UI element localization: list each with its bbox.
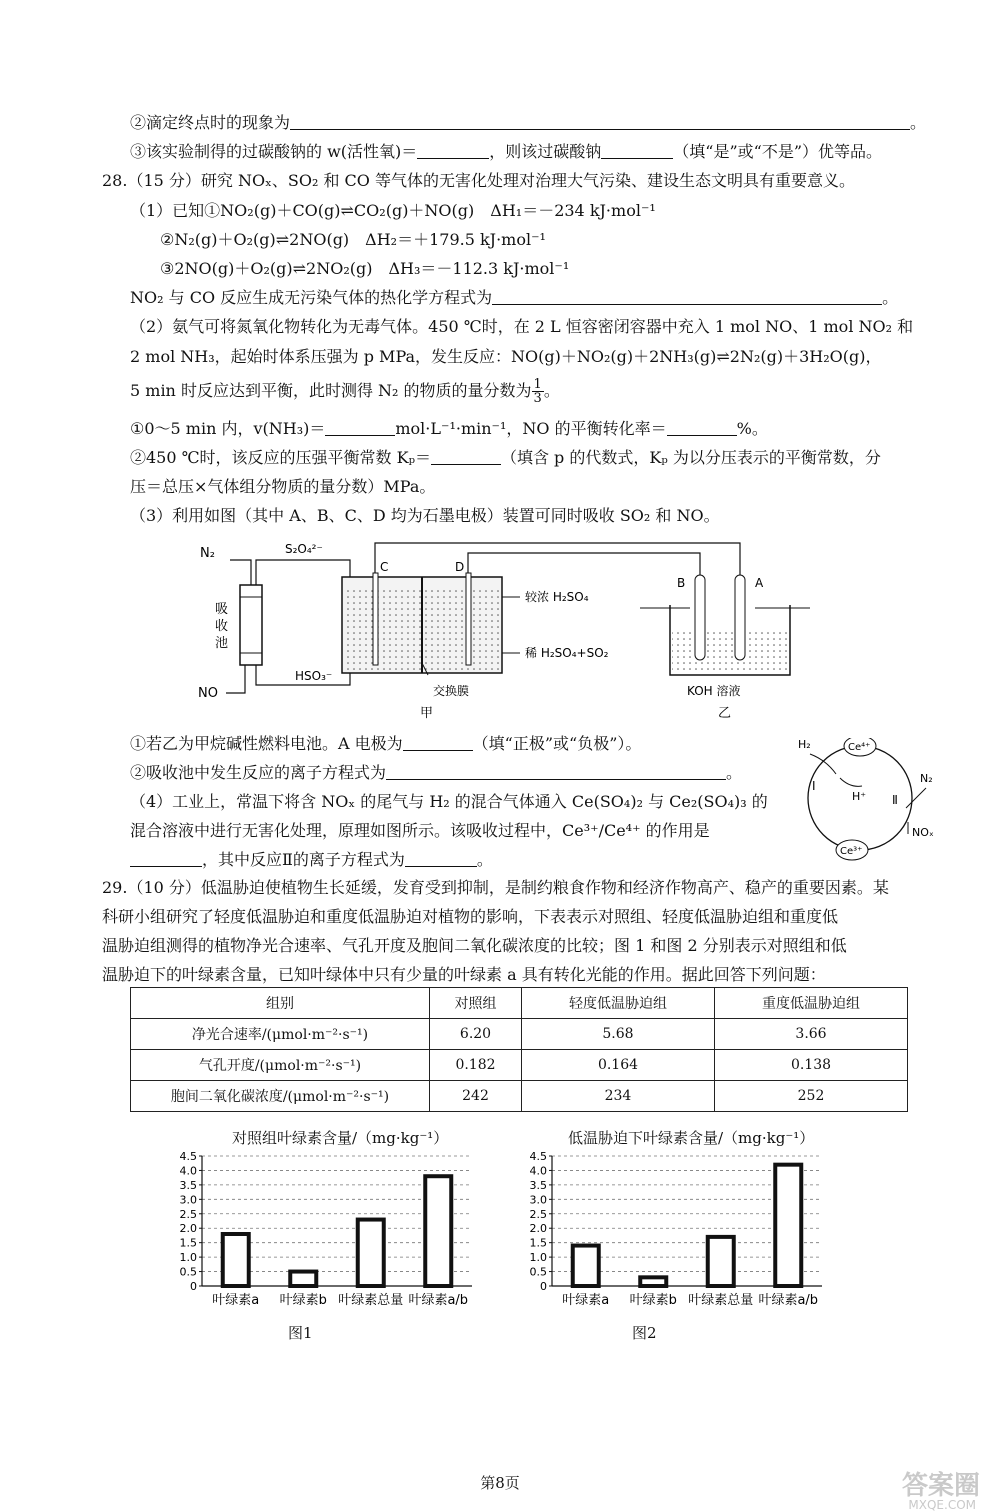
label-c: C bbox=[380, 560, 389, 574]
label-absorber-3: 池 bbox=[215, 636, 229, 651]
y-tick-label: 2.0 bbox=[529, 1222, 547, 1236]
pipe-s2o4 bbox=[256, 560, 350, 585]
table-header: 重度低温胁迫组 bbox=[714, 988, 907, 1019]
q28-p2-q2-cont: 压＝总压×气体组分物质的量分数）MPa。 bbox=[130, 477, 436, 496]
table-cell: 0.164 bbox=[521, 1050, 714, 1081]
q27-purity-text: ③该实验制得的过碳酸钠的 w(活性氧)＝ bbox=[130, 142, 418, 161]
fraction-numerator: 1 bbox=[533, 377, 542, 392]
label-hso3: HSO₃⁻ bbox=[295, 669, 333, 683]
label-reaction-2: Ⅱ bbox=[892, 793, 898, 807]
q27-purity-line bbox=[130, 141, 882, 163]
label-b: B bbox=[677, 576, 686, 590]
y-tick-label: 0.5 bbox=[179, 1265, 197, 1279]
q29-line1: 29.（10 分）低温胁迫使植物生长延缓，发育受到抑制，是制约粮食作物和经济作物高产、稳产的重要因素。某 bbox=[102, 878, 889, 897]
q28-p3-intro: （3）利用如图（其中 A、B、C、D 均为石墨电极）装置可同时吸收 SO₂ 和 NO。 bbox=[130, 506, 720, 525]
fraction bbox=[532, 378, 544, 405]
answer-blank[interactable] bbox=[403, 734, 473, 751]
y-tick-label: 1.0 bbox=[529, 1251, 547, 1265]
table-header: 轻度低温胁迫组 bbox=[521, 988, 714, 1019]
table-cell: 气孔开度/(μmol·m⁻²·s⁻¹) bbox=[131, 1050, 430, 1081]
x-tick-label: 叶绿素a bbox=[562, 1293, 610, 1308]
y-tick-label: 3.5 bbox=[529, 1178, 547, 1192]
label-h2: H₂ bbox=[798, 738, 811, 751]
y-tick-label: 3.0 bbox=[179, 1193, 197, 1207]
q28-p4-line1: （4）工业上，常温下将含 NOₓ 的尾气与 H₂ 的混合气体通入 Ce(SO₄)₂ 与 Ce₂(SO₄)₃ 的 bbox=[130, 792, 768, 811]
pipe-n2 bbox=[230, 560, 251, 585]
bar bbox=[573, 1246, 599, 1286]
q28-p1-question: NO₂ 与 CO 反应生成无污染气体的热化学方程式为 。 bbox=[130, 288, 899, 307]
label-d: D bbox=[455, 560, 465, 574]
apparatus-diagram bbox=[190, 535, 810, 725]
page-number: 第8页 bbox=[480, 1474, 520, 1492]
pipe-no bbox=[226, 665, 245, 693]
q28-p4-line3-text: ，其中反应Ⅱ的离子方程式为 bbox=[202, 850, 405, 869]
electrode-a bbox=[735, 575, 745, 660]
q28-p1-question-text: NO₂ 与 CO 反应生成无污染气体的热化学方程式为 bbox=[130, 288, 493, 307]
bar bbox=[708, 1237, 734, 1286]
q28-p3-q2: ②吸收池中发生反应的离子方程式为 。 bbox=[130, 763, 743, 782]
arrow-hplus bbox=[840, 778, 862, 786]
q28-p2-q1-b: mol·L⁻¹·min⁻¹，NO 的平衡转化率＝ bbox=[395, 419, 667, 438]
answer-blank[interactable] bbox=[431, 448, 501, 465]
table-header: 组别 bbox=[131, 988, 430, 1019]
y-tick-label: 1.0 bbox=[179, 1251, 197, 1265]
bar bbox=[425, 1176, 451, 1286]
label-a: A bbox=[755, 576, 764, 590]
y-tick-label: 0 bbox=[540, 1280, 547, 1293]
answer-blank[interactable] bbox=[417, 142, 489, 159]
q28-p2-q1-c: %。 bbox=[736, 419, 768, 438]
label-n2-cycle: N₂ bbox=[920, 772, 933, 785]
table-cell: 6.20 bbox=[430, 1019, 522, 1050]
table-cell: 胞间二氧化碳浓度/(μmol·m⁻²·s⁻¹) bbox=[131, 1081, 430, 1112]
koh-solution bbox=[672, 630, 788, 674]
label-yi: 乙 bbox=[718, 706, 732, 721]
watermark-logo: 答案圈 bbox=[901, 1471, 980, 1501]
data-table bbox=[130, 987, 908, 1112]
y-tick-label: 0 bbox=[190, 1280, 197, 1293]
label-absorber-2: 收 bbox=[215, 619, 229, 634]
label-n2: N₂ bbox=[200, 546, 215, 561]
arrow-n2 bbox=[906, 788, 926, 808]
bar bbox=[290, 1272, 316, 1286]
q28-p2-q2-a: ②450 ℃时，该反应的压强平衡常数 Kₚ＝ bbox=[130, 448, 431, 467]
table-cell: 0.138 bbox=[714, 1050, 907, 1081]
q28-p2-line3: 5 min 时反应达到平衡，此时测得 N₂ 的物质的量分数为 $\frac{1}{3}$ 。 bbox=[130, 377, 560, 406]
q29-line2: 科研小组研究了轻度低温胁迫和重度低温胁迫对植物的影响，下表表示对照组、轻度低温胁迫组和重度低 bbox=[102, 907, 839, 926]
table-cell: 242 bbox=[430, 1081, 522, 1112]
q28-p4-line3: ，其中反应Ⅱ的离子方程式为 。 bbox=[130, 849, 493, 871]
q29-line3: 温胁迫组测得的植物净光合速率、气孔开度及胞间二氧化碳浓度的比较；图 1 和图 2 分别表示对照组和低 bbox=[102, 936, 847, 955]
label-dilute: 稀 H₂SO₄+SO₂ bbox=[525, 646, 609, 660]
answer-blank[interactable] bbox=[667, 419, 737, 436]
q27-purity-suffix: （填“是”或“不是”）优等品。 bbox=[673, 142, 883, 161]
q28-p2-line2: 2 mol NH₃，起始时体系压强为 p MPa，发生反应：NO(g)＋NO₂(g)＋2NH₃(g)⇌2N₂(g)＋3H₂O(g)， bbox=[130, 347, 882, 366]
y-tick-label: 2.0 bbox=[179, 1222, 197, 1236]
x-tick-label: 叶绿素总量 bbox=[338, 1293, 404, 1308]
y-tick-label: 4.0 bbox=[529, 1164, 547, 1178]
answer-blank[interactable] bbox=[325, 419, 395, 436]
table-cell: 234 bbox=[521, 1081, 714, 1112]
bar bbox=[358, 1220, 384, 1286]
label-hplus: H⁺ bbox=[852, 790, 867, 803]
label-koh: KOH 溶液 bbox=[687, 684, 741, 698]
y-tick-label: 4.5 bbox=[529, 1150, 547, 1163]
q28-p2-line1: （2）氨气可将氮氧化物转化为无毒气体。450 ℃时，在 2 L 恒容密闭容器中充入 1 mol NO、1 mol NO₂ 和 bbox=[130, 317, 914, 336]
table-cell: 0.182 bbox=[430, 1050, 522, 1081]
x-tick-label: 叶绿素b bbox=[629, 1293, 677, 1308]
electrode-d bbox=[466, 573, 471, 665]
q28-p1-eq2: ②N₂(g)＋O₂(g)⇌2NO(g) ΔH₂＝＋179.5 kJ·mol⁻¹ bbox=[160, 230, 546, 249]
q28-p1-eq1: （1）已知①NO₂(g)＋CO(g)⇌CO₂(g)＋NO(g) ΔH₁＝－234 kJ·mol⁻¹ bbox=[130, 201, 656, 220]
answer-blank[interactable] bbox=[492, 288, 882, 305]
ce-cycle-diagram bbox=[790, 738, 980, 868]
answer-blank[interactable] bbox=[290, 113, 910, 130]
q28-p1-eq3: ③2NO(g)＋O₂(g)⇌2NO₂(g) ΔH₃＝－112.3 kJ·mol⁻¹ bbox=[160, 259, 570, 278]
electrode-c bbox=[373, 573, 378, 665]
label-absorber-1: 吸 bbox=[215, 602, 229, 617]
q29-line4: 温胁迫下的叶绿素含量，已知叶绿体中只有少量的叶绿素 a 具有转化光能的作用。据此回答下列问题： bbox=[102, 965, 826, 984]
label-s2o4: S₂O₄²⁻ bbox=[285, 542, 323, 556]
y-tick-label: 3.0 bbox=[529, 1193, 547, 1207]
q28-p2-q2-b: （填含 p 的代数式，Kₚ 为以分压表示的平衡常数，分 bbox=[500, 448, 881, 467]
label-ce3: Ce³⁺ bbox=[840, 846, 863, 857]
q27-endpoint-text: ②滴定终点时的现象为 bbox=[130, 113, 291, 132]
label-membrane: 交换膜 bbox=[433, 684, 470, 698]
q28-p2-line3-text: 5 min 时反应达到平衡，此时测得 N₂ 的物质的量分数为 bbox=[130, 381, 532, 400]
answer-blank[interactable] bbox=[601, 142, 673, 159]
q27-endpoint-line: ②滴定终点时的现象为 。 bbox=[130, 113, 927, 132]
label-jia: 甲 bbox=[420, 706, 434, 721]
label-ce4: Ce⁴⁺ bbox=[848, 742, 871, 753]
wire-c-a bbox=[375, 543, 740, 575]
answer-blank[interactable] bbox=[405, 850, 477, 867]
q28-p4-line2: 混合溶液中进行无害化处理，原理如图所示。该吸收过程中，Ce³⁺/Ce⁴⁺ 的作用是 bbox=[130, 821, 710, 840]
wire-d-b bbox=[468, 553, 700, 575]
chart1-caption: 图1 bbox=[288, 1324, 313, 1342]
q27-purity-mid: ，则该过碳酸钠 bbox=[489, 142, 602, 161]
bar bbox=[640, 1277, 666, 1286]
answer-blank[interactable] bbox=[130, 850, 202, 867]
answer-blank[interactable] bbox=[386, 763, 726, 780]
chart1-title: 对照组叶绿素含量/（mg·kg⁻¹） bbox=[232, 1129, 449, 1147]
electrode-b bbox=[695, 575, 705, 660]
x-tick-label: 叶绿素总量 bbox=[688, 1293, 754, 1308]
table-row bbox=[131, 1019, 908, 1050]
table-cell: 252 bbox=[714, 1081, 907, 1112]
y-tick-label: 2.5 bbox=[529, 1207, 547, 1221]
q28-p3-q1-a: ①若乙为甲烷碱性燃料电池。A 电极为 bbox=[130, 734, 403, 753]
y-tick-label: 3.5 bbox=[179, 1178, 197, 1192]
table-cell: 5.68 bbox=[521, 1019, 714, 1050]
chart2-caption: 图2 bbox=[632, 1324, 657, 1342]
x-tick-label: 叶绿素a/b bbox=[408, 1293, 469, 1308]
y-tick-label: 4.0 bbox=[179, 1164, 197, 1178]
label-reaction-1: Ⅰ bbox=[812, 779, 816, 793]
x-tick-label: 叶绿素a/b bbox=[758, 1293, 819, 1308]
label-no: NO bbox=[198, 686, 218, 701]
q28-p2-q2 bbox=[130, 447, 881, 469]
y-tick-label: 1.5 bbox=[529, 1236, 547, 1250]
bar bbox=[223, 1234, 249, 1286]
arrow-h2 bbox=[810, 754, 836, 774]
chart2 bbox=[500, 1148, 840, 1318]
table-cell: 净光合速率/(μmol·m⁻²·s⁻¹) bbox=[131, 1019, 430, 1050]
q28-p3-q1 bbox=[130, 733, 641, 755]
q28-p2-q1-a: ①0～5 min 内，v(NH₃)＝ bbox=[130, 419, 326, 438]
table-row bbox=[131, 1081, 908, 1112]
label-nox: NOₓ bbox=[912, 826, 934, 839]
y-tick-label: 1.5 bbox=[179, 1236, 197, 1250]
table-header-row bbox=[131, 988, 908, 1019]
table-row bbox=[131, 1050, 908, 1081]
bar bbox=[775, 1165, 801, 1286]
table-header: 对照组 bbox=[430, 988, 522, 1019]
watermark-url: MXQE.COM bbox=[908, 1498, 976, 1512]
x-tick-label: 叶绿素b bbox=[279, 1293, 327, 1308]
chart1 bbox=[150, 1148, 490, 1318]
y-tick-label: 2.5 bbox=[179, 1207, 197, 1221]
q28-intro: 28.（15 分）研究 NOₓ、SO₂ 和 CO 等气体的无害化处理对治理大气污染、建设生态文明具有重要意义。 bbox=[102, 171, 855, 190]
table-cell: 3.66 bbox=[714, 1019, 907, 1050]
q28-p3-q1-b: （填“正极”或“负极”）。 bbox=[472, 734, 642, 753]
fraction-denominator: 3 bbox=[533, 391, 542, 406]
chart2-title: 低温胁迫下叶绿素含量/（mg·kg⁻¹） bbox=[568, 1129, 815, 1147]
y-tick-label: 4.5 bbox=[179, 1150, 197, 1163]
q28-p2-q1 bbox=[130, 418, 768, 440]
y-tick-label: 0.5 bbox=[529, 1265, 547, 1279]
q28-p3-q2-text: ②吸收池中发生反应的离子方程式为 bbox=[130, 763, 387, 782]
label-conc-h2so4: 较浓 H₂SO₄ bbox=[525, 590, 589, 604]
x-tick-label: 叶绿素a bbox=[212, 1293, 260, 1308]
